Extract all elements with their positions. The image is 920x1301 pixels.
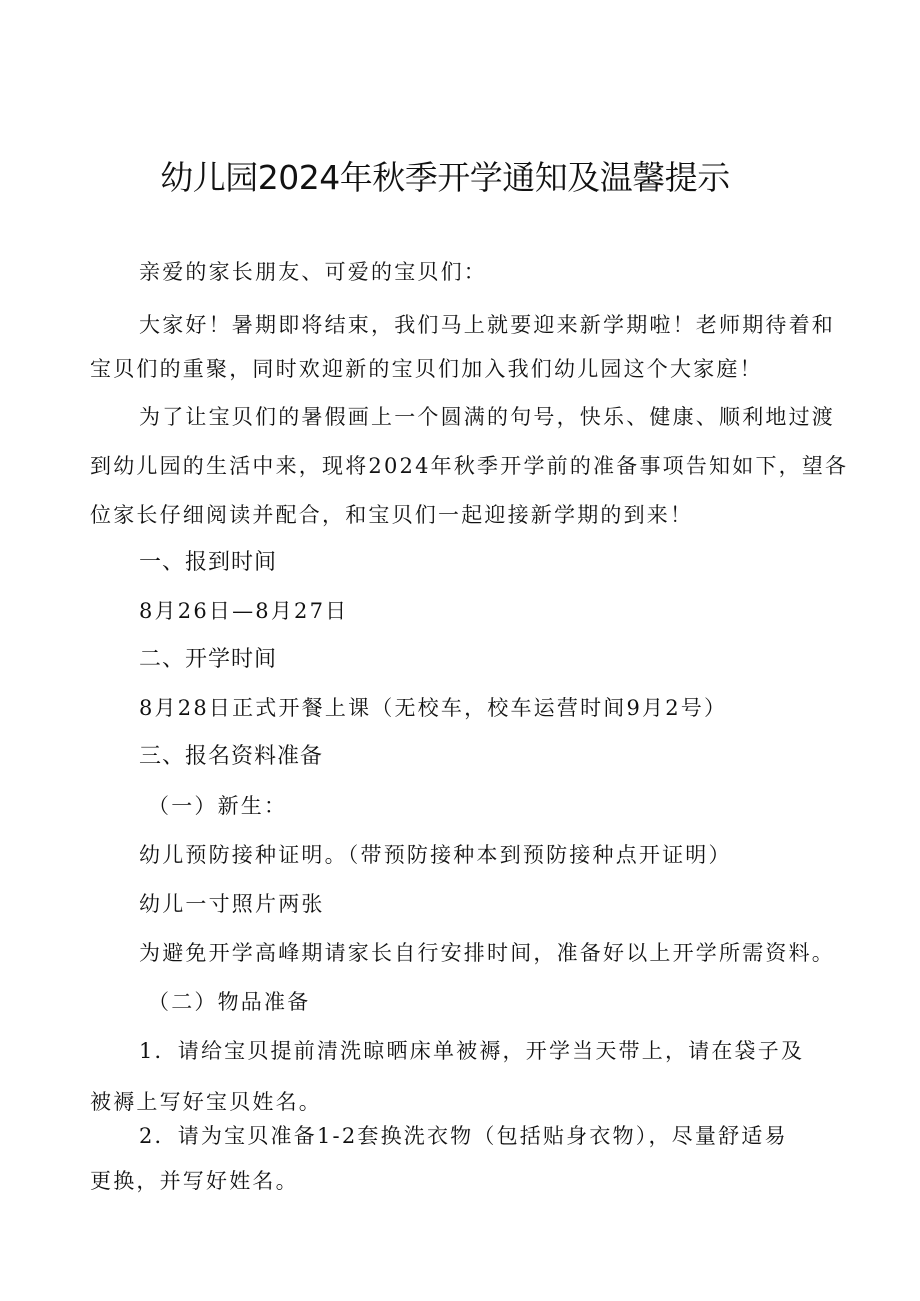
greeting: 亲爱的家长朋友、可爱的宝贝们： [139,260,487,284]
section-3-heading: 三、报名资料准备 [139,744,324,769]
item-2-line-2: 更换，并写好姓名。 [90,1169,299,1193]
section-2-text: 8月28日正式开餐上课（无校车，校车运营时间9月2号） [139,696,728,720]
section-2-heading: 二、开学时间 [139,647,278,672]
subsection-2-heading: （二）物品准备 [148,990,311,1014]
subsection-1-item-1: 幼儿预防接种证明。（带预防接种本到预防接种点开证明） [139,843,732,867]
item-1-line-1: 1．请给宝贝提前清洗晾晒床单被褥，开学当天带上，请在袋子及 [139,1039,805,1063]
intro-paragraph-2-line-1: 为了让宝贝们的暑假画上一个圆满的句号，快乐、健康、顺利地过渡 [139,405,835,429]
item-2-line-1: 2．请为宝贝准备1-2套换洗衣物（包括贴身衣物），尽量舒适易 [139,1124,788,1148]
intro-paragraph-2-line-3: 位家长仔细阅读并配合，和宝贝们一起迎接新学期的到来！ [90,503,694,527]
subsection-1-item-3: 为避免开学高峰期请家长自行安排时间，准备好以上开学所需资料。 [139,941,835,965]
subsection-1-item-2: 幼儿一寸照片两张 [139,892,325,916]
intro-paragraph-1-line-2: 宝贝们的重聚，同时欢迎新的宝贝们加入我们幼儿园这个大家庭！ [90,357,763,381]
document-title: 幼儿园2024年秋季开学通知及温馨提示 [160,158,730,197]
subsection-1-heading: （一）新生： [148,794,288,818]
intro-paragraph-1-line-1: 大家好！暑期即将结束，我们马上就要迎来新学期啦！老师期待着和 [139,313,835,337]
section-1-text: 8月26日—8月27日 [139,599,349,623]
section-1-heading: 一、报到时间 [139,550,278,575]
intro-paragraph-2-line-2: 到幼儿园的生活中来，现将2024年秋季开学前的准备事项告知如下，望各 [90,454,849,478]
item-1-line-2: 被褥上写好宝贝姓名。 [90,1090,322,1114]
